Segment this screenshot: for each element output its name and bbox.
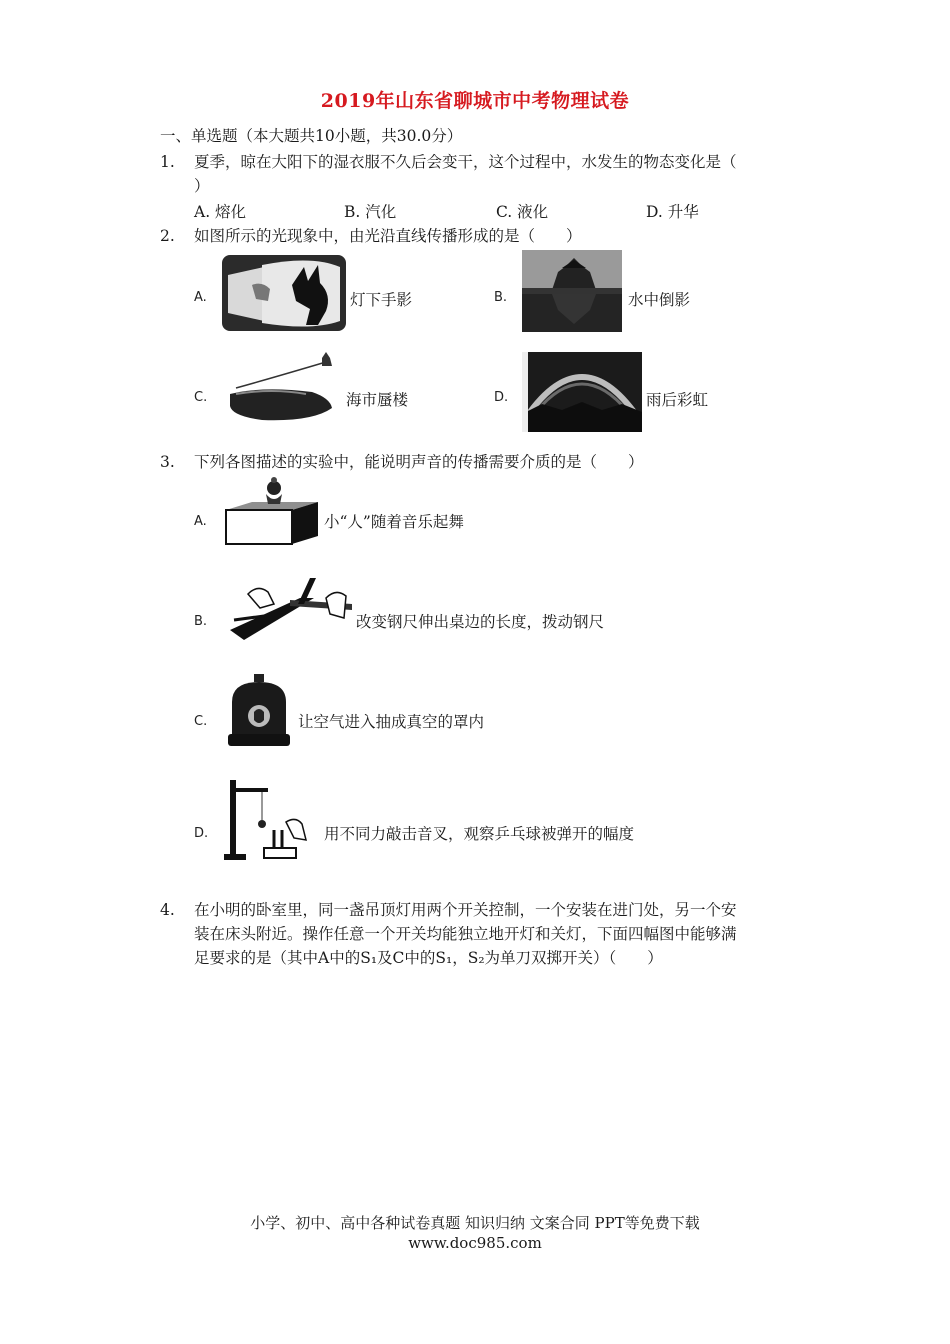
q3-option-a-letter: A. [194, 514, 207, 529]
vacuum-bell-jar-image [224, 672, 294, 750]
hand-shadow-image [222, 255, 346, 331]
q4-text-line3: 足要求的是（其中A中的S₁及C中的S₁，S₂为单刀双掷开关）（ ） [194, 949, 663, 967]
q4-number: 4. [160, 901, 175, 919]
q2-option-a-caption: 灯下手影 [350, 291, 413, 309]
q4-text-line2: 装在床头附近。操作任意一个开关均能独立地开灯和关灯，下面四幅图中能够满 [194, 925, 737, 943]
q2-option-b-letter: B. [494, 290, 508, 305]
q1-number: 1. [160, 153, 175, 171]
q2-number: 2. [160, 227, 175, 245]
q3-option-d-letter: D. [194, 826, 209, 841]
q3-option-a-caption: 小“人”随着音乐起舞 [324, 513, 464, 531]
speaker-box-image [222, 474, 322, 548]
q2-option-a-letter: A. [194, 290, 207, 305]
q4-text-line1: 在小明的卧室里，同一盏吊顶灯用两个开关控制，一个安装在进门处，另一个安 [194, 901, 737, 919]
mirage-image [222, 352, 342, 432]
water-reflection-image [522, 250, 622, 332]
q1-option-b: B. 汽化 [344, 203, 397, 221]
q2-text: 如图所示的光现象中，由光沿直线传播形成的是（ ） [194, 227, 582, 245]
steel-ruler-image [230, 574, 352, 644]
q2-option-c-letter: C. [194, 390, 208, 405]
q2-option-c-caption: 海市蜃楼 [346, 391, 409, 409]
q3-option-b-letter: B. [194, 614, 208, 629]
section-heading: 一、单选题（本大题共10小题，共30.0分） [160, 127, 463, 145]
q1-option-c: C. 液化 [496, 203, 549, 221]
q1-option-d: D. 升华 [646, 203, 699, 221]
q3-option-b-caption: 改变钢尺伸出桌边的长度，拨动钢尺 [356, 613, 605, 631]
q3-option-d-caption: 用不同力敲击音叉，观察乒乓球被弹开的幅度 [324, 825, 635, 843]
q2-option-d-letter: D. [494, 390, 509, 405]
q2-option-b-caption: 水中倒影 [628, 291, 691, 309]
q3-option-c-letter: C. [194, 714, 208, 729]
q1-option-a: A. 熔化 [194, 203, 247, 221]
footer-url: www.doc985.com [408, 1234, 542, 1252]
q1-text-line2: ） [194, 177, 210, 195]
q2-option-d-caption: 雨后彩虹 [646, 391, 709, 409]
rainbow-image [522, 352, 642, 432]
footer-promo-text: 小学、初中、高中各种试卷真题 知识归纳 文案合同 PPT等免费下载 [250, 1214, 700, 1232]
q3-option-c-caption: 让空气进入抽成真空的罩内 [298, 713, 485, 731]
q1-text-line1: 夏季，晾在大阳下的湿衣服不久后会变干，这个过程中，水发生的物态变化是（ [194, 153, 737, 171]
tuning-fork-image [222, 774, 322, 864]
q3-number: 3. [160, 453, 175, 471]
q3-text: 下列各图描述的实验中，能说明声音的传播需要介质的是（ ） [194, 453, 644, 471]
page-title: 2019年山东省聊城市中考物理试卷 [320, 90, 630, 112]
